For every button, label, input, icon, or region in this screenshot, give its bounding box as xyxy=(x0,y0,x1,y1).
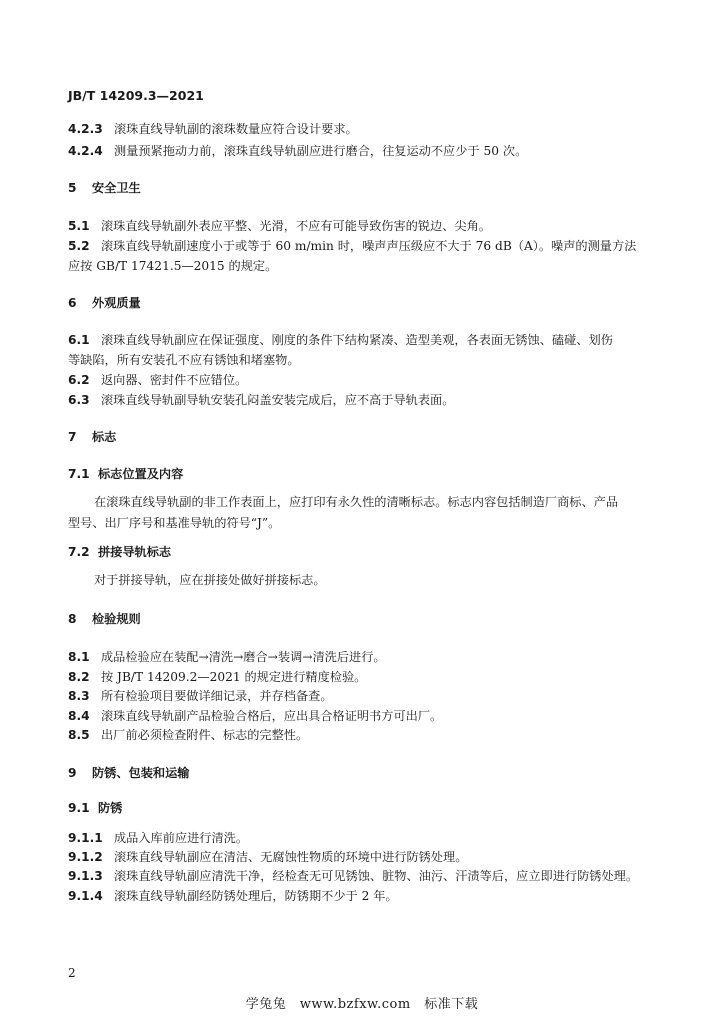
clause-text: 返向器、密封件不应错位。 xyxy=(101,373,248,387)
clause-number: 8.1 xyxy=(68,650,90,664)
clause-8-1 xyxy=(68,649,664,666)
clause-text: 滚珠直线导轨副应在保证强度、刚度的条件下结构紧凑、造型美观，各表面无锈蚀、磕碰、划伤 xyxy=(101,333,613,347)
clause-9-1-1 xyxy=(68,830,664,847)
clause-number: 8.3 xyxy=(68,689,90,703)
subsection-heading-9-1 xyxy=(68,800,664,817)
section-number: 7 xyxy=(68,430,77,444)
section-number: 9 xyxy=(68,766,77,780)
section-title: 防锈、包装和运输 xyxy=(92,766,190,780)
clause-number: 6.3 xyxy=(68,393,90,407)
section-title: 外观质量 xyxy=(92,296,141,310)
section-number: 8 xyxy=(68,612,77,626)
clause-5-2-continued xyxy=(68,258,664,275)
section-number: 6 xyxy=(68,296,77,310)
clause-number: 9.1.3 xyxy=(68,869,103,883)
paragraph-text: 对于拼接导轨，应在拼接处做好拼接标志。 xyxy=(94,573,326,587)
subsection-heading-7-2 xyxy=(68,544,664,561)
clause-4-2-4 xyxy=(68,143,664,160)
clause-6-1 xyxy=(68,332,664,349)
clause-text: 所有检验项目要做详细记录，并存档备查。 xyxy=(101,689,333,703)
clause-9-1-4 xyxy=(68,888,664,905)
subsection-title: 防锈 xyxy=(98,801,123,815)
clause-8-3 xyxy=(68,688,664,705)
clause-text: 滚珠直线导轨副产品检验合格后，应出具合格证明书方可出厂。 xyxy=(101,709,443,723)
subsection-number: 7.1 xyxy=(68,467,90,481)
clause-text: 等缺陷，所有安装孔不应有锈蚀和堵塞物。 xyxy=(68,353,300,367)
paragraph-7-1 xyxy=(94,494,664,511)
clause-number: 5.2 xyxy=(68,239,90,253)
clause-text: 滚珠直线导轨副应在清洁、无腐蚀性物质的环境中进行防锈处理。 xyxy=(114,850,468,864)
clause-number: 5.1 xyxy=(68,219,90,233)
clause-text: 滚珠直线导轨副的滚珠数量应符合设计要求。 xyxy=(114,122,358,136)
clause-number: 9.1.4 xyxy=(68,889,103,903)
clause-text: 出厂前必须检查附件、标志的完整性。 xyxy=(101,728,309,742)
clause-number: 6.2 xyxy=(68,373,90,387)
section-title: 安全卫生 xyxy=(92,181,141,195)
section-heading-8 xyxy=(68,611,664,628)
section-title: 标志 xyxy=(92,430,117,444)
clause-9-1-3 xyxy=(68,868,664,885)
page-number: 2 xyxy=(68,966,76,980)
paragraph-7-2 xyxy=(94,572,664,589)
clause-8-4 xyxy=(68,708,664,725)
paragraph-text: 在滚珠直线导轨副的非工作表面上，应打印有永久性的清晰标志。标志内容包括制造厂商标、产品 xyxy=(94,495,619,509)
clause-6-3 xyxy=(68,392,664,409)
clause-text: 按 JB/T 14209.2—2021 的规定进行精度检验。 xyxy=(101,670,367,684)
section-heading-7 xyxy=(68,429,664,446)
paragraph-text: 型号、出厂序号和基准导轨的符号“J”。 xyxy=(68,516,281,530)
clause-9-1-2 xyxy=(68,849,664,866)
subsection-title: 拼接导轨标志 xyxy=(98,545,172,559)
clause-number: 4.2.4 xyxy=(68,144,103,158)
footer-watermark: 学兔兔 www.bzfxw.com 标准下载 xyxy=(245,997,479,1012)
clause-text: 滚珠直线导轨副应清洗干净，经检查无可见锈蚀、脏物、油污、汗渍等后，应立即进行防锈处理。 xyxy=(114,869,639,883)
clause-text: 滚珠直线导轨副外表应平整、光滑，不应有可能导致伤害的锐边、尖角。 xyxy=(101,219,491,233)
document-id: JB/T 14209.3—2021 xyxy=(68,88,204,103)
section-heading-9 xyxy=(68,765,664,782)
clause-text: 滚珠直线导轨副经防锈处理后，防锈期不少于 2 年。 xyxy=(114,889,398,903)
paragraph-7-1-continued xyxy=(68,515,664,532)
clause-number: 9.1.2 xyxy=(68,850,103,864)
section-heading-6 xyxy=(68,295,664,312)
clause-text: 滚珠直线导轨副速度小于或等于 60 m/min 时，噪声声压级应不大于 76 dB（A）。噪声的测量方法 xyxy=(101,239,637,253)
clause-number: 9.1.1 xyxy=(68,831,103,845)
clause-number: 8.4 xyxy=(68,709,90,723)
clause-number: 4.2.3 xyxy=(68,122,103,136)
clause-4-2-3 xyxy=(68,121,664,138)
section-title: 检验规则 xyxy=(92,612,141,626)
clause-text: 测量预紧拖动力前，滚珠直线导轨副应进行磨合，往复运动不应少于 50 次。 xyxy=(114,144,528,158)
clause-text: 成品检验应在装配→清洗→磨合→装调→清洗后进行。 xyxy=(101,650,386,664)
clause-text: 应按 GB/T 17421.5—2015 的规定。 xyxy=(68,259,278,273)
section-heading-5 xyxy=(68,180,664,197)
subsection-heading-7-1 xyxy=(68,466,664,483)
clause-8-5 xyxy=(68,727,664,744)
subsection-title: 标志位置及内容 xyxy=(98,467,184,481)
clause-6-2 xyxy=(68,372,664,389)
clause-5-1 xyxy=(68,218,664,235)
subsection-number: 7.2 xyxy=(68,545,90,559)
clause-6-1-continued xyxy=(68,352,664,369)
clause-number: 6.1 xyxy=(68,333,90,347)
clause-text: 成品入库前应进行清洗。 xyxy=(114,831,249,845)
section-number: 5 xyxy=(68,181,77,195)
clause-number: 8.2 xyxy=(68,670,90,684)
clause-number: 8.5 xyxy=(68,728,90,742)
clause-text: 滚珠直线导轨副导轨安装孔闷盖安装完成后，应不高于导轨表面。 xyxy=(101,393,455,407)
clause-5-2 xyxy=(68,238,664,255)
subsection-number: 9.1 xyxy=(68,801,90,815)
clause-8-2 xyxy=(68,669,664,686)
